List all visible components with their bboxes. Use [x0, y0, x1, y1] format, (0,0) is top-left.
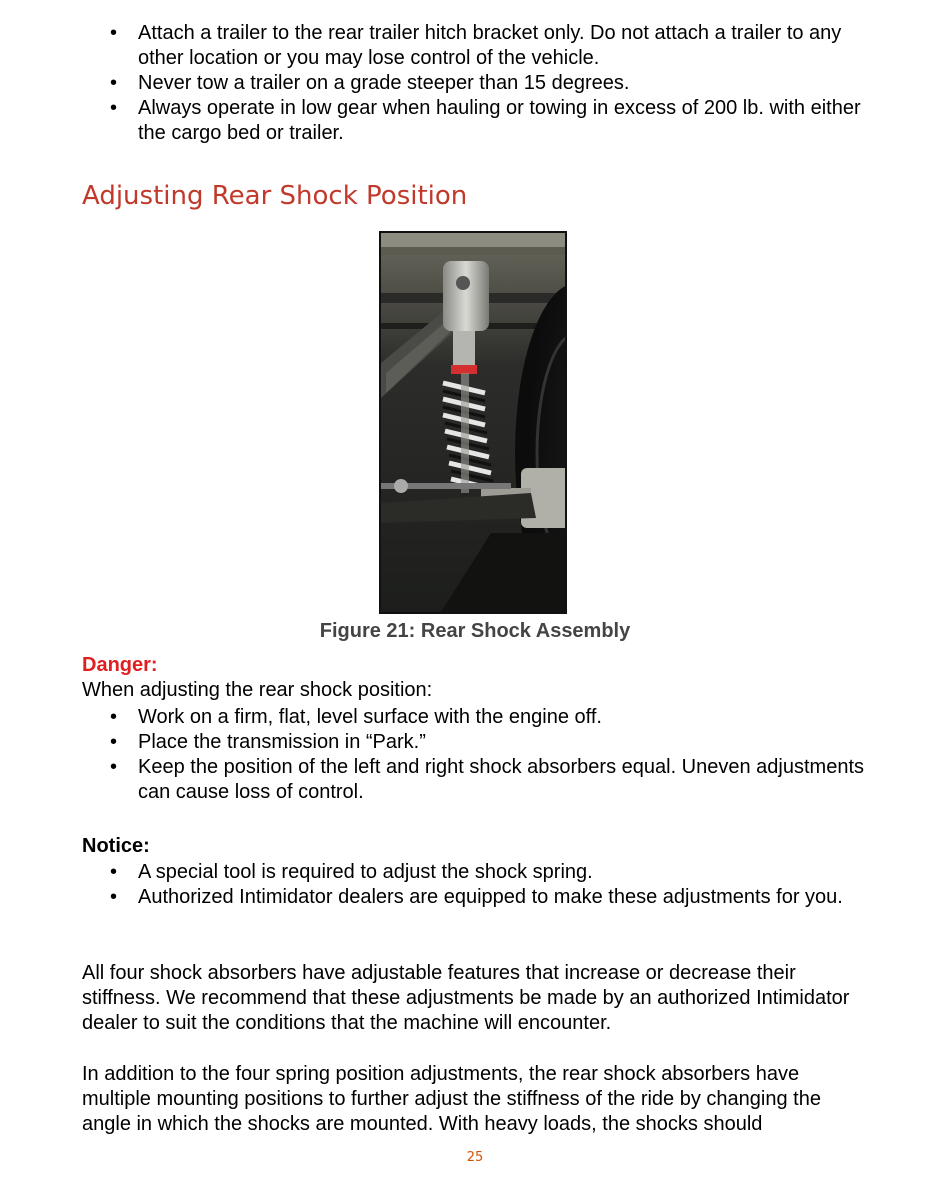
list-item: • Always operate in low gear when hauling or towing in excess of 200 lb. with either the cargo bed or trailer.: [82, 96, 872, 146]
list-item: • Never tow a trailer on a grade steeper than 15 degrees.: [82, 71, 872, 96]
danger-label: Danger:: [82, 654, 158, 676]
danger-list: [82, 705, 872, 805]
body-paragraph: All four shock absorbers have adjustable features that increase or decrease their stiffness. We recommend that these adjustments be made by an authorized Intimidator dealer to suit the conditions that the machine will encounter.: [82, 962, 850, 1034]
trailer-safety-list: [82, 21, 872, 146]
rear-shock-photo: [379, 231, 567, 614]
figure-caption: Figure 21: Rear Shock Assembly: [319, 620, 631, 642]
section-heading: Adjusting Rear Shock Position: [82, 181, 468, 211]
page-number: 25: [466, 1150, 484, 1165]
list-item: • Authorized Intimidator dealers are equipped to make these adjustments for you.: [82, 885, 872, 910]
list-item: • A special tool is required to adjust the shock spring.: [82, 860, 872, 885]
notice-label: Notice:: [82, 835, 150, 857]
list-item: • Keep the position of the left and right shock absorbers equal. Uneven adjustments can cause loss of control.: [82, 755, 872, 805]
notice-list: [82, 860, 872, 910]
list-item: • Place the transmission in “Park.”: [82, 730, 872, 755]
body-paragraph: In addition to the four spring position adjustments, the rear shock absorbers have multiple mounting positions to further adjust the stiffness of the ride by changing the angle in which the shocks are mounted. With heavy loads, the shocks should: [82, 1063, 821, 1135]
list-item: • Attach a trailer to the rear trailer hitch bracket only. Do not attach a trailer to any other location or you may lose control of the vehicle.: [82, 21, 872, 71]
list-item: • Work on a firm, flat, level surface with the engine off.: [82, 705, 872, 730]
danger-intro: When adjusting the rear shock position:: [82, 679, 433, 701]
